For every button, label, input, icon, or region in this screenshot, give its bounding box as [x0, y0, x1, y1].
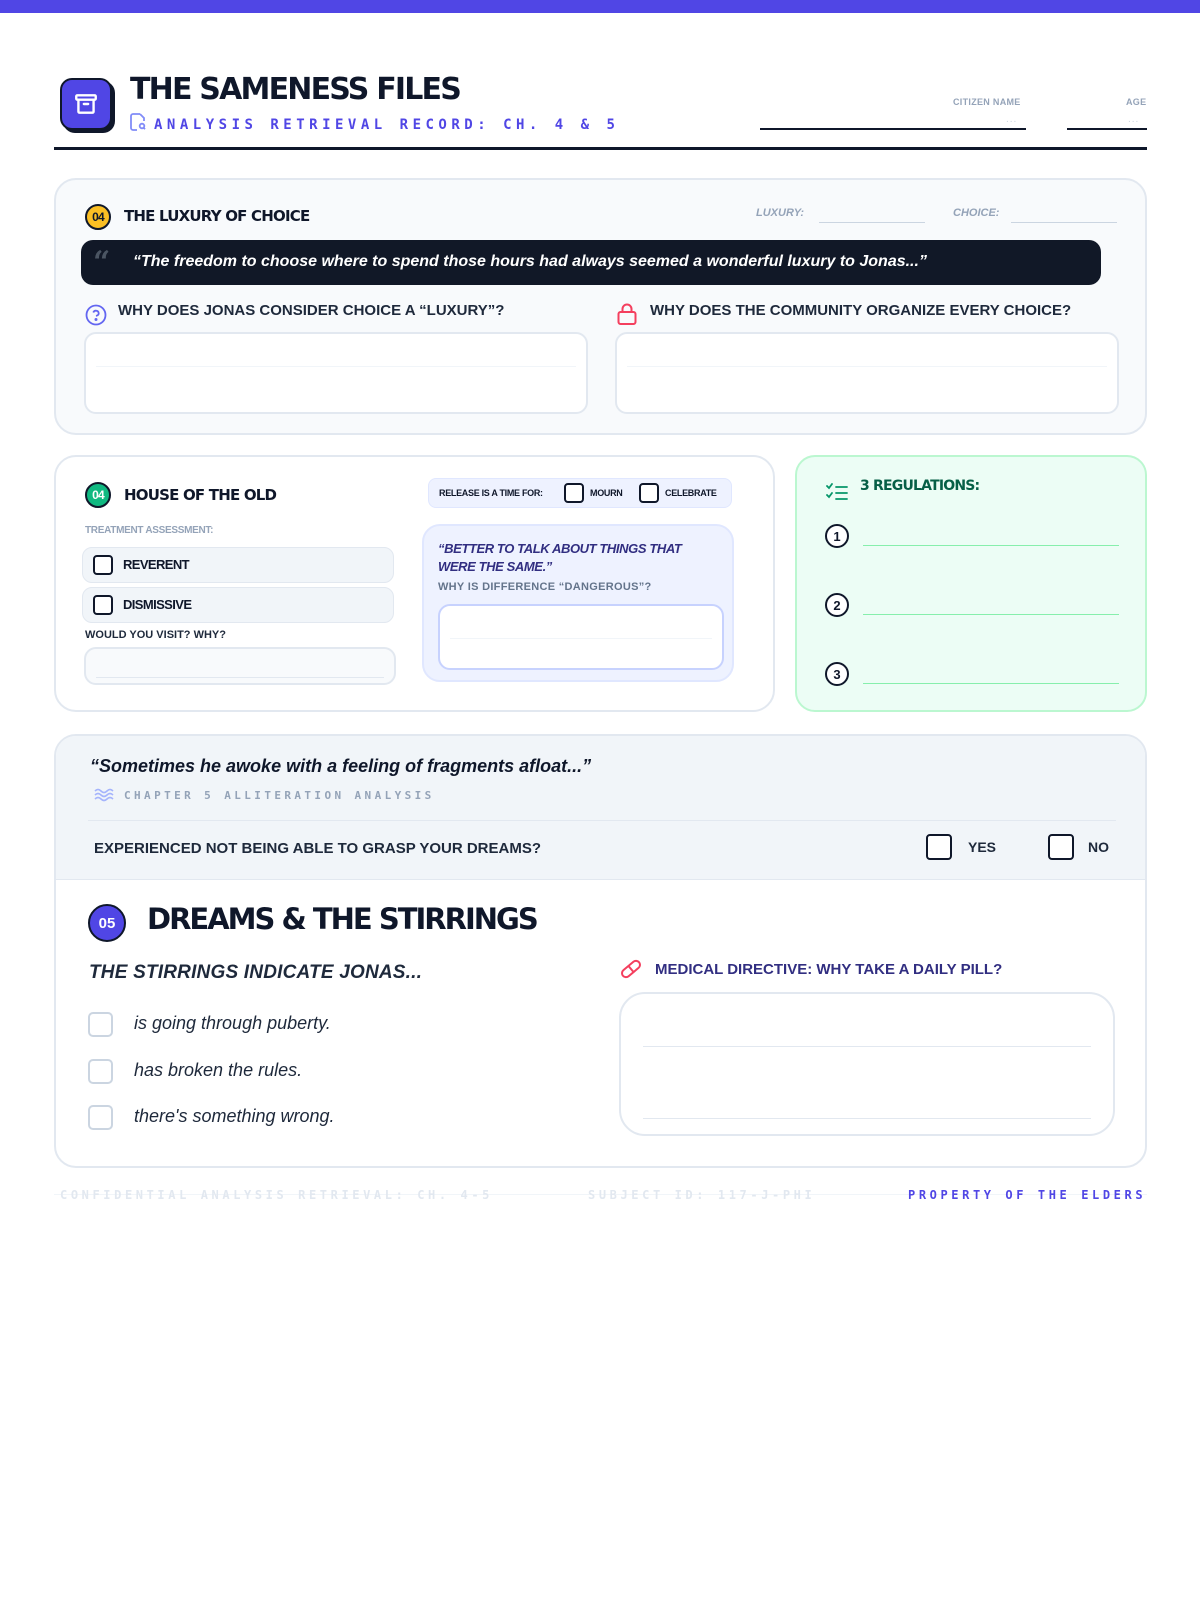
reverent-label: REVERENT [123, 557, 189, 572]
option-checkbox-3[interactable] [88, 1105, 113, 1130]
section-number-badge: 04 [85, 482, 111, 508]
celebrate-checkbox[interactable] [639, 483, 659, 503]
citizen-name-placeholder: ... [1006, 114, 1018, 125]
section-number-badge: 05 [88, 904, 126, 942]
medical-question: MEDICAL DIRECTIVE: WHY TAKE A DAILY PILL? [655, 961, 1003, 978]
option-checkbox-1[interactable] [88, 1012, 113, 1037]
regulations-title: 3 REGULATIONS: [860, 478, 980, 494]
regulation-2-field[interactable] [863, 614, 1119, 615]
luxury-of-choice-card [54, 178, 1147, 435]
celebrate-label: CELEBRATE [665, 488, 717, 498]
regulation-1-field[interactable] [863, 545, 1119, 546]
grasp-question: EXPERIENCED NOT BEING ABLE TO GRASP YOUR DREAMS? [94, 840, 542, 857]
archive-icon [60, 78, 112, 130]
visit-label: WOULD YOU VISIT? WHY? [85, 629, 226, 641]
dismissive-option[interactable] [82, 587, 394, 623]
no-label: NO [1088, 839, 1109, 855]
dreams-card [54, 734, 1147, 1168]
luxury-label: LUXURY: [756, 207, 805, 219]
yes-checkbox[interactable] [926, 834, 952, 860]
age-placeholder: ... [1128, 114, 1140, 125]
question-circle-icon [85, 304, 107, 331]
visit-answer-input[interactable] [84, 647, 396, 685]
age-label: AGE [1126, 97, 1147, 107]
regulation-3-field[interactable] [863, 683, 1119, 684]
age-field[interactable] [1067, 128, 1147, 130]
difference-answer-input[interactable] [438, 604, 724, 670]
release-options [428, 478, 732, 508]
option-text-1: is going through puberty. [134, 1013, 331, 1033]
page-header [54, 72, 1147, 150]
mourn-label: MOURN [590, 488, 623, 498]
quote-text: “BETTER TO TALK ABOUT THINGS THAT WERE THE SAME.” [438, 541, 682, 574]
citizen-name-field[interactable] [760, 128, 1026, 130]
waves-icon [94, 788, 114, 807]
citizen-name-label: CITIZEN NAME [953, 97, 1021, 107]
file-search-icon [130, 113, 146, 136]
answer-luxury-input[interactable] [84, 332, 588, 414]
lock-icon [616, 302, 638, 331]
answer-organize-input[interactable] [615, 332, 1119, 414]
reverent-option[interactable] [82, 547, 394, 583]
footer-left: CONFIDENTIAL ANALYSIS RETRIEVAL: CH. 4-5 [60, 1188, 493, 1202]
dreams-quote-section [56, 736, 1145, 880]
medical-answer-input[interactable] [619, 992, 1115, 1136]
footer-center: SUBJECT ID: 117-J-PHI [588, 1188, 816, 1202]
yes-label: YES [968, 839, 997, 855]
top-accent-bar [0, 0, 1200, 13]
difference-question: WHY IS DIFFERENCE “DANGEROUS”? [438, 581, 652, 593]
no-checkbox[interactable] [1048, 834, 1074, 860]
difference-quote-box [422, 524, 734, 682]
quote-text: “The freedom to choose where to spend those hours had always seemed a wonderful luxury to Jonas...” [133, 253, 927, 270]
page-subtitle: ANALYSIS RETRIEVAL RECORD: CH. 4 & 5 [130, 113, 619, 136]
treatment-label: TREATMENT ASSESSMENT: [85, 525, 214, 536]
question-luxury: WHY DOES JONAS CONSIDER CHOICE A “LUXURY”? [118, 302, 505, 319]
regulation-number-2: 2 [825, 593, 849, 617]
mourn-checkbox[interactable] [564, 483, 584, 503]
regulation-number-3: 3 [825, 662, 849, 686]
regulations-card [795, 455, 1147, 712]
section-title: DREAMS & THE STIRRINGS [147, 902, 537, 936]
choice-field[interactable] [1011, 222, 1117, 223]
luxury-field[interactable] [819, 222, 925, 223]
release-label: RELEASE IS A TIME FOR: [439, 488, 543, 498]
dismissive-checkbox[interactable] [93, 595, 113, 615]
section-title: THE LUXURY OF CHOICE [124, 207, 310, 225]
analysis-label: CHAPTER 5 ALLITERATION ANALYSIS [124, 789, 435, 802]
footer-right: PROPERTY OF THE ELDERS [908, 1188, 1147, 1202]
section-title: HOUSE OF THE OLD [124, 486, 277, 504]
reverent-checkbox[interactable] [93, 555, 113, 575]
quote-icon: “ [93, 245, 111, 280]
regulation-number-1: 1 [825, 524, 849, 548]
stirrings-prompt: THE STIRRINGS INDICATE JONAS... [89, 962, 423, 983]
option-text-2: has broken the rules. [134, 1060, 303, 1080]
option-text-3: there's something wrong. [134, 1106, 335, 1126]
option-checkbox-2[interactable] [88, 1059, 113, 1084]
pill-icon [619, 957, 643, 986]
quote-banner [81, 240, 1101, 285]
dismissive-label: DISMISSIVE [123, 597, 192, 612]
section-number-badge: 04 [85, 204, 111, 230]
question-organize: WHY DOES THE COMMUNITY ORGANIZE EVERY CHOICE? [650, 302, 1072, 319]
page-title: THE SAMENESS FILES [130, 72, 461, 107]
dream-quote: “Sometimes he awoke with a feeling of fragments afloat...” [90, 756, 592, 776]
house-of-the-old-card [54, 455, 775, 712]
checklist-icon [826, 482, 848, 507]
choice-label: CHOICE: [953, 207, 1000, 219]
